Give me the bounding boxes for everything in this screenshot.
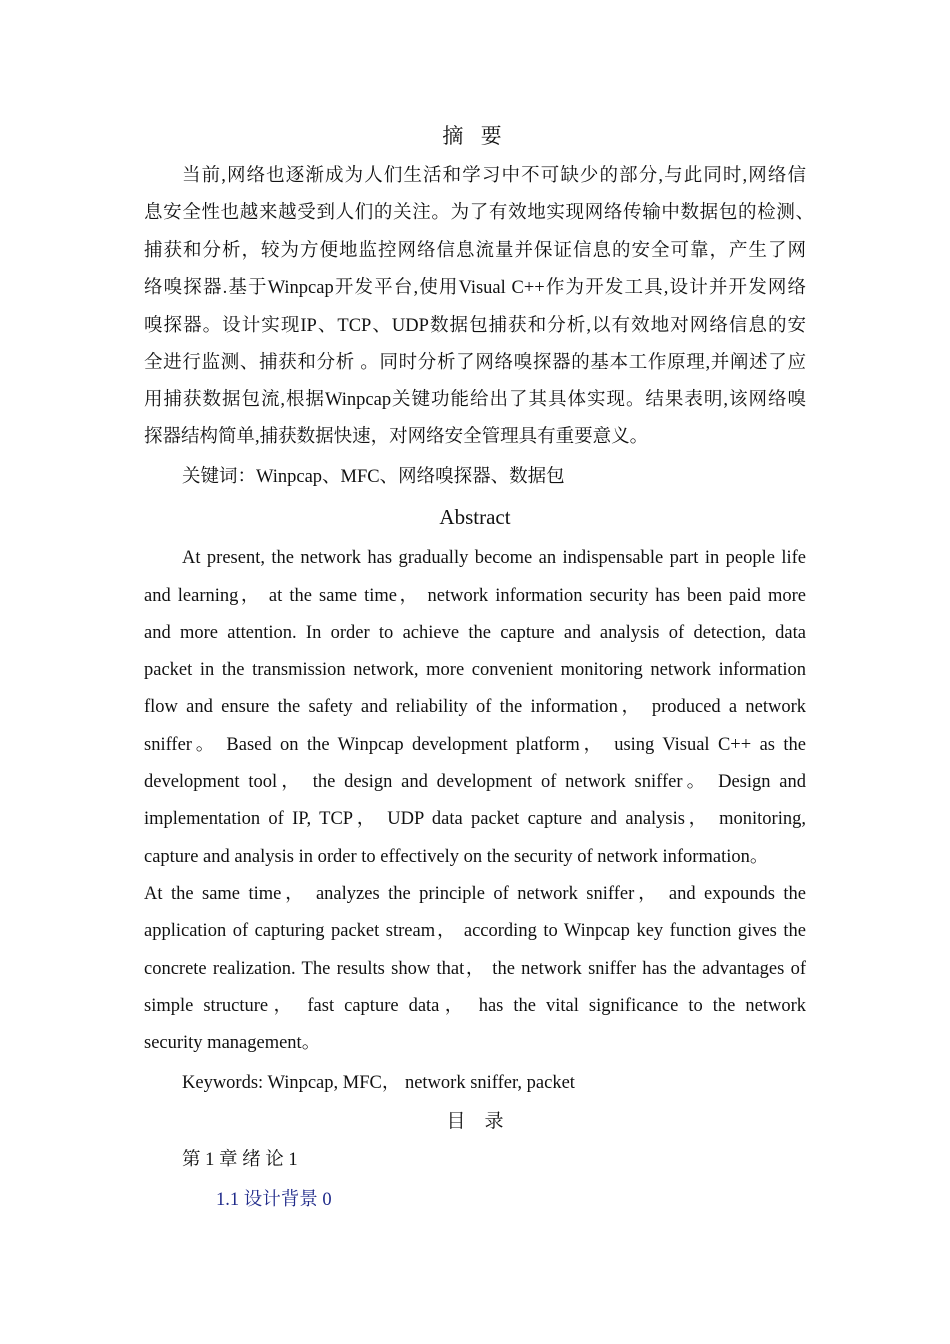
zh-line: 当前,网络也逐渐成为人们生活和学习中不可缺少的部分,与此同时,网络信: [182, 166, 806, 186]
en-line: implementation of IP, TCP， UDP data packet capture and analysis， monitoring,: [144, 809, 806, 829]
en-line: and more attention. In order to achieve the capture and analysis of detection, data: [144, 623, 806, 643]
en-line: At present, the network has gradually become an indispensable part in people life: [182, 548, 806, 568]
zh-line: 探器结构简单,捕获数据快速，对网络安全管理具有重要意义。: [144, 427, 649, 447]
en-line: capture and analysis in order to effectively on the security of network information。: [144, 847, 769, 867]
en-line: and learning， at the same time， network information security has been paid more: [144, 586, 806, 606]
zh-line: 用捕获数据包流,根据Winpcap关键功能给出了其具体实现。结果表明,该网络嗅: [144, 390, 806, 410]
zh-line: 捕获和分析，较为方便地监控网络信息流量并保证信息的安全可靠，产生了网: [144, 241, 806, 261]
en-line: concrete realization. The results show that， the network sniffer has the advantages of: [144, 959, 806, 979]
en-line: development tool， the design and development of network sniffer。 Design and: [144, 772, 806, 792]
en-keywords: Keywords: Winpcap, MFC， network sniffer, packet: [182, 1073, 575, 1093]
zh-line: 嗅探器。设计实现IP、TCP、UDP数据包捕获和分析,以有效地对网络信息的安: [144, 316, 806, 336]
toc-title: 目 录: [446, 1111, 504, 1132]
en-line: sniffer。 Based on the Winpcap development platform， using Visual C++ as the: [144, 735, 806, 755]
toc-item-1-1[interactable]: 1.1 设计背景 0: [216, 1190, 332, 1210]
en-line: At the same time， analyzes the principle of network sniffer， and expounds the: [144, 884, 806, 904]
en-line: simple structure， fast capture data， has the vital significance to the network: [144, 996, 806, 1016]
toc-item-chapter-1[interactable]: 第 1 章 绪 论 1: [182, 1150, 298, 1170]
zh-line: 全进行监测、捕获和分析 。同时分析了网络嗅探器的基本工作原理,并阐述了应: [144, 353, 806, 373]
en-line: flow and ensure the safety and reliability of the information， produced a network: [144, 697, 806, 717]
zh-keywords: 关键词：Winpcap、MFC、网络嗅探器、数据包: [182, 467, 565, 487]
en-line: application of capturing packet stream， according to Winpcap key function gives the: [144, 921, 806, 941]
en-abstract-title: Abstract: [439, 505, 511, 529]
zh-line: 息安全性也越来越受到人们的关注。为了有效地实现网络传输中数据包的检测、: [144, 203, 814, 223]
zh-line: 络嗅探器.基于Winpcap开发平台,使用Visual C++作为开发工具,设计并开发网络: [144, 278, 806, 298]
zh-abstract-title: 摘 要: [442, 124, 508, 148]
en-line: security management。: [144, 1033, 321, 1053]
en-line: packet in the transmission network, more convenient monitoring network information: [144, 660, 806, 680]
